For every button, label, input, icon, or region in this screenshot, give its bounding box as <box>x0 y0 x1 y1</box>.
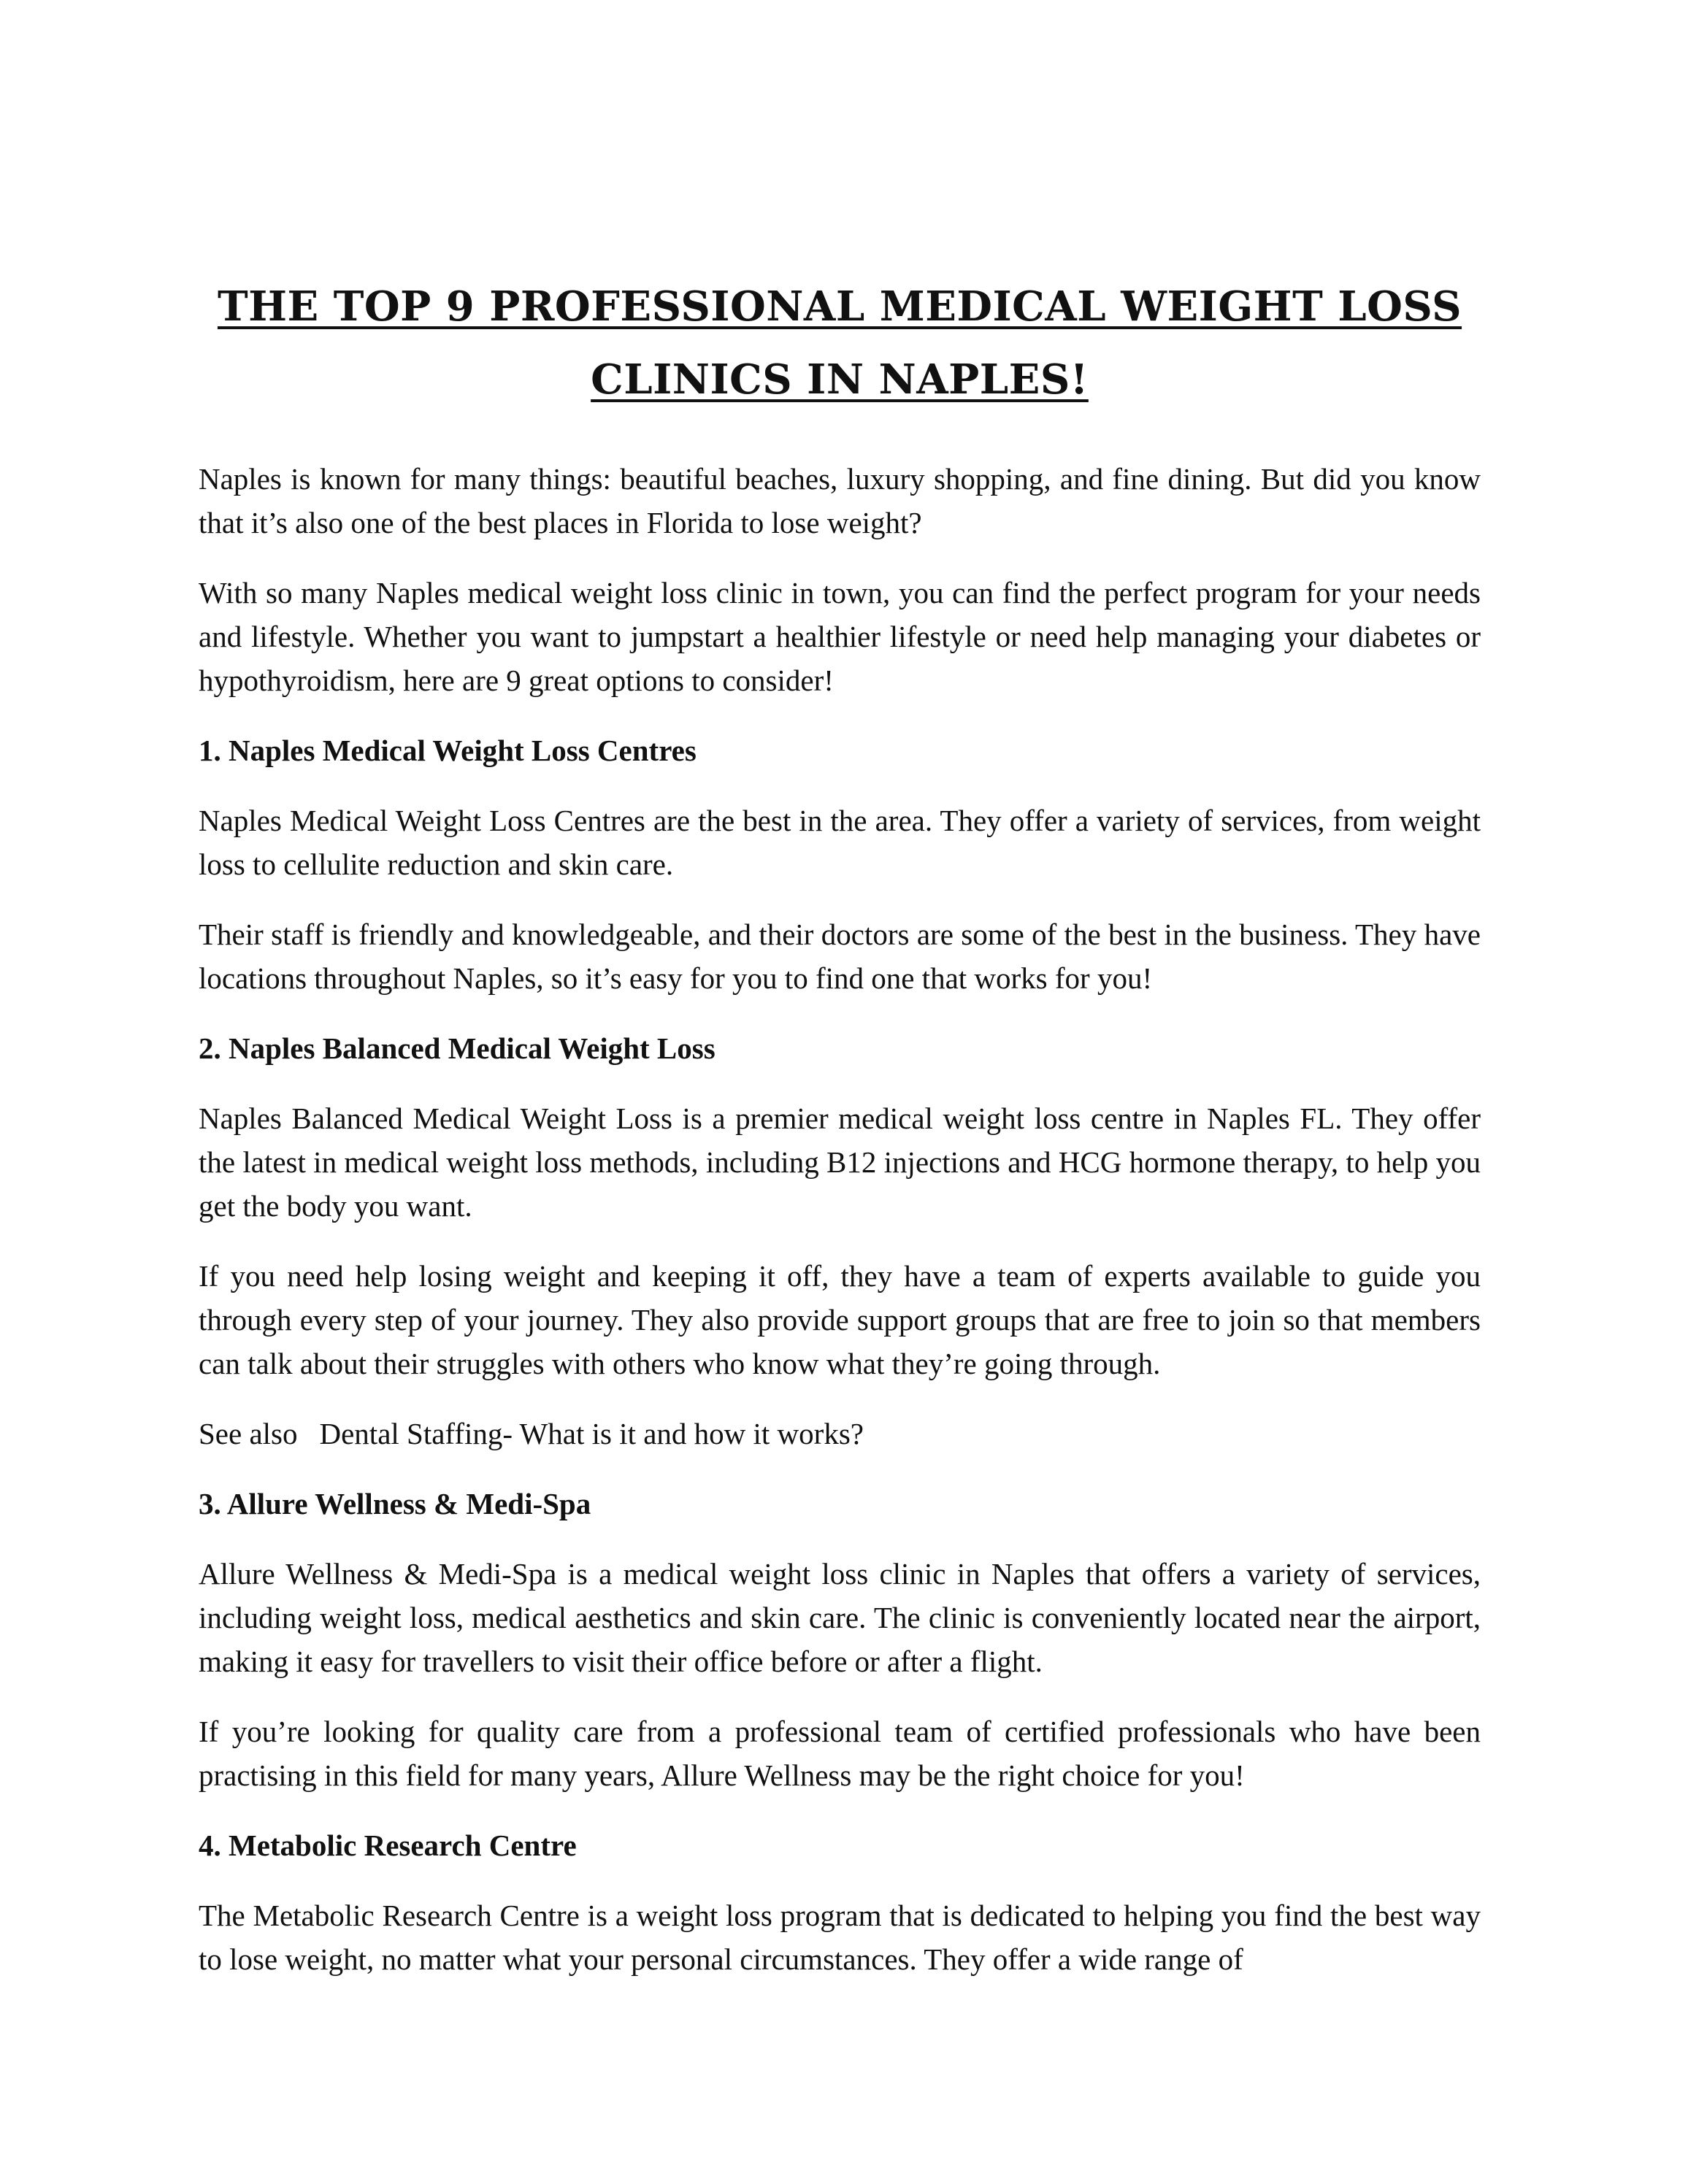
title-line-1: THE TOP 9 PROFESSIONAL MEDICAL WEIGHT LOSS <box>217 282 1462 331</box>
intro-paragraph-2: With so many Naples medical weight loss clinic in town, you can find the perfect program for your needs and lifestyle. Whether you want to jumpstart a healthier lifestyle or need help managing your diabetes or hypothyroidism, here are 9 great options to consider! <box>199 576 1481 697</box>
section-2-paragraph-2: If you need help losing weight and keeping it off, they have a team of experts available to guide you through every step of your journey. They also provide support groups that are free to join so that members can talk about their struggles with others who know what they’re going through. <box>199 1259 1481 1380</box>
see-also-link[interactable]: Dental Staffing- What is it and how it works? <box>319 1417 864 1450</box>
section-heading-2: 2. Naples Balanced Medical Weight Loss <box>199 1031 716 1065</box>
section-heading-1: 1. Naples Medical Weight Loss Centres <box>199 734 697 767</box>
see-also-label: See also <box>199 1417 298 1450</box>
section-heading-4: 4. Metabolic Research Centre <box>199 1829 577 1862</box>
intro-paragraph-1: Naples is known for many things: beautiful beaches, luxury shopping, and fine dining. But did you know that it’s also one of the best places in Florida to lose weight? <box>199 462 1481 539</box>
section-3-paragraph-1: Allure Wellness & Medi-Spa is a medical weight loss clinic in Naples that offers a variety of services, including weight loss, medical aesthetics and skin care. The clinic is conveniently located near the airport, making it easy for travellers to visit their office before or after a flight. <box>199 1557 1481 1678</box>
section-1-paragraph-2: Their staff is friendly and knowledgeable, and their doctors are some of the best in the business. They have locations throughout Naples, so it’s easy for you to find one that works for you! <box>199 918 1481 995</box>
section-2-paragraph-1: Naples Balanced Medical Weight Loss is a premier medical weight loss centre in Naples FL. They offer the latest in medical weight loss methods, including B12 injections and HCG hormone therapy, to help you get the body you want. <box>199 1101 1481 1223</box>
page-title <box>199 270 1481 416</box>
document-content <box>199 270 1481 2007</box>
section-4-paragraph-1: The Metabolic Research Centre is a weight loss program that is dedicated to helping you find the best way to lose weight, no matter what your personal circumstances. They offer a wide range of <box>199 1899 1481 1976</box>
section-1-paragraph-1: Naples Medical Weight Loss Centres are the best in the area. They offer a variety of services, from weight loss to cellulite reduction and skin care. <box>199 804 1481 881</box>
section-heading-3: 3. Allure Wellness & Medi-Spa <box>199 1487 591 1520</box>
title-line-2: CLINICS IN NAPLES! <box>591 355 1089 404</box>
see-also-line <box>199 1412 1481 1456</box>
section-3-paragraph-2: If you’re looking for quality care from a professional team of certified professionals who have been practising in this field for many years, Allure Wellness may be the right choice for you! <box>199 1715 1481 1792</box>
